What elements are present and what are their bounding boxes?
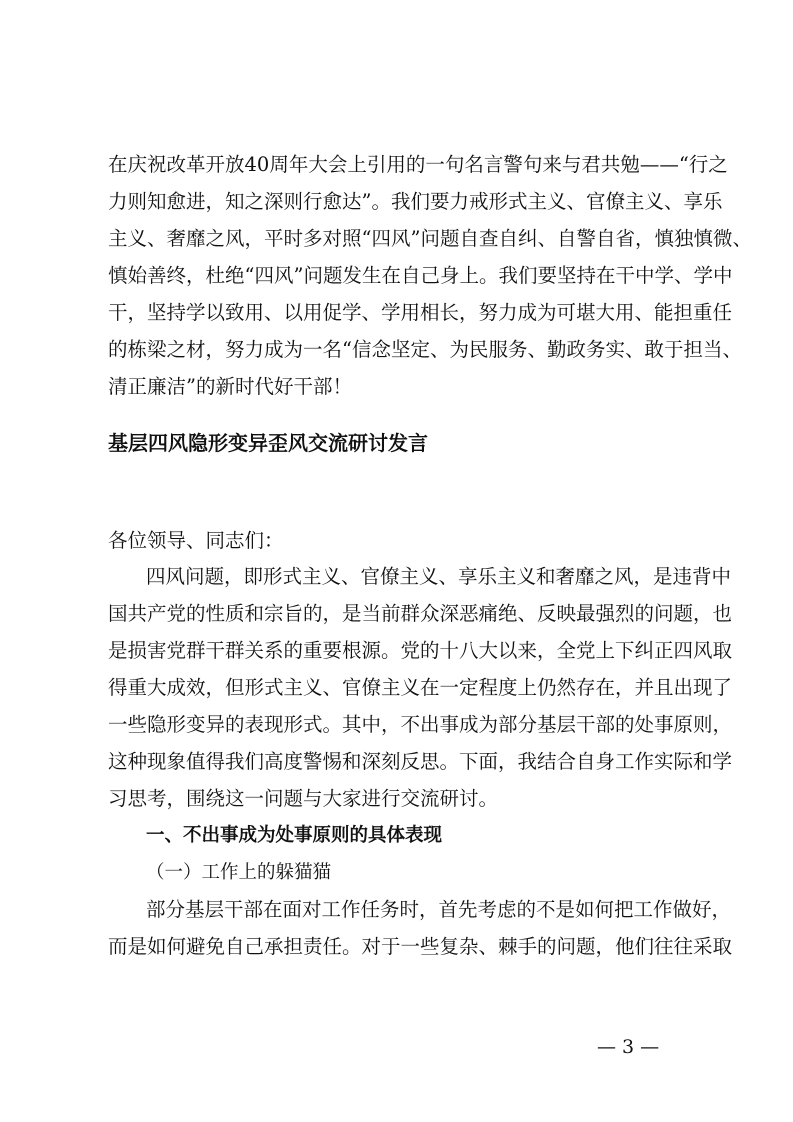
preface-line-7: 清正廉洁”的新时代好干部！ [108,375,352,398]
intro-line-5: 一些隐形变异的表现形式。其中，不出事成为部分基层干部的处事原则， [108,713,733,736]
intro-line-3: 是损害党群干群关系的重要根源。党的十八大以来，全党上下纠正四风取 [108,639,733,662]
intro-line-6: 这种现象值得我们高度警惕和深刻反思。下面，我结合自身工作实际和学 [108,750,733,773]
subsection-line-1: 部分基层干部在面对工作任务时，首先考虑的不是如何把工作做好， [146,898,732,921]
preface-line-4: 慎始善终，杜绝“四风”问题发生在自己身上。我们要坚持在干中学、学中 [108,264,733,287]
intro-line-4: 得重大成效，但形式主义、官僚主义在一定程度上仍然存在，并且出现了 [108,676,733,699]
preface-line-1: 在庆祝改革开放40周年大会上引用的一句名言警句来与君共勉——“行之 [108,153,728,176]
preface-line-6: 的栋梁之材，努力成为一名“信念坚定、为民服务、勤政务实、敢于担当、 [108,338,742,361]
preface-line-5: 干，坚持学以致用、以用促学、学用相长，努力成为可堪大用、能担重任 [108,301,733,324]
section-heading-1: 一、不出事成为处事原则的具体表现 [146,825,443,846]
preface-line-3: 主义、奢靡之风，平时多对照“四风”问题自查自纠、自警自省，慎独慎微、 [108,227,752,250]
intro-line-1: 四风问题，即形式主义、官僚主义、享乐主义和奢靡之风，是违背中 [146,565,732,588]
page-number: — 3 — [597,1036,660,1058]
preface-line-2: 力则知愈进，知之深则行愈达”。我们要力戒形式主义、官僚主义、享乐 [108,190,723,213]
subsection-line-2: 而是如何避免自己承担责任。对于一些复杂、棘手的问题，他们往往采取 [108,935,733,958]
intro-line-2: 国共产党的性质和宗旨的，是当前群众深恶痛绝、反映最强烈的问题，也 [108,602,733,625]
document-title: 基层四风隐形变异歪风交流研讨发言 [108,431,428,455]
subsection-heading-1: （一）工作上的躲猫猫 [146,862,332,883]
salutation: 各位领导、同志们： [108,529,284,552]
intro-line-7: 习思考，围绕这一问题与大家进行交流研讨。 [108,787,499,810]
